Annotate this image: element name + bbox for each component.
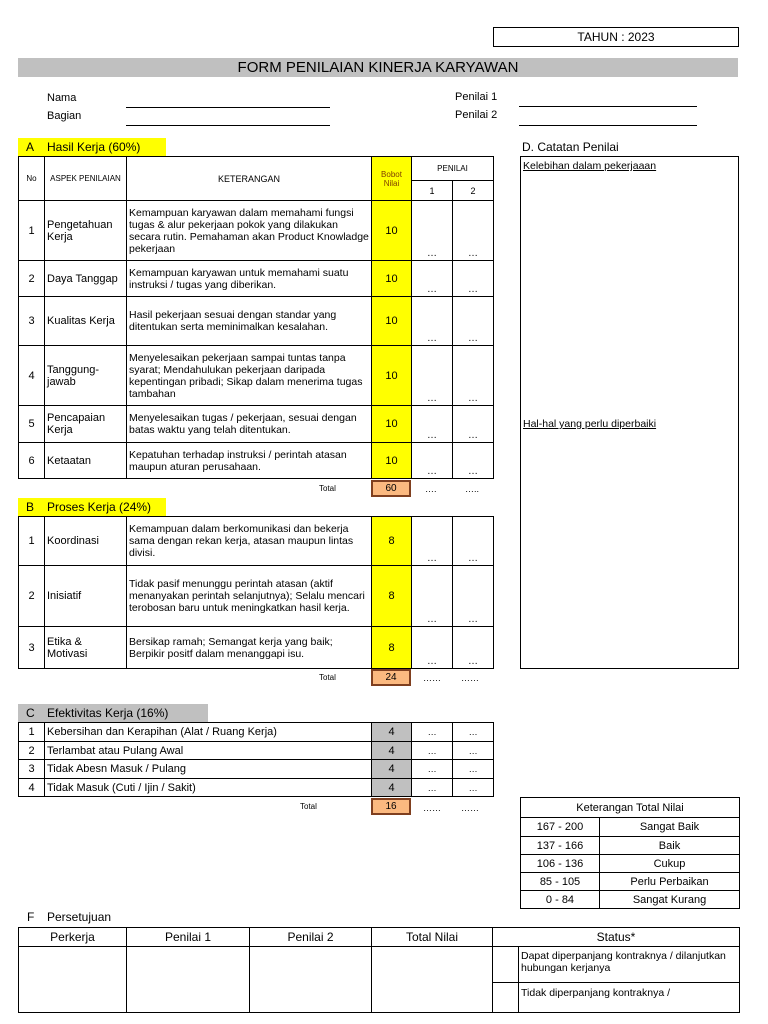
penilai1-field[interactable] [519, 95, 697, 107]
row-aspek: Daya Tanggap [45, 261, 127, 297]
total-nilai-cell[interactable] [372, 947, 493, 1013]
row-penilai1-input[interactable]: … [412, 406, 453, 443]
row-no: 4 [19, 779, 45, 797]
row-penilai2-input[interactable]: … [453, 627, 494, 669]
row-no: 5 [19, 406, 45, 443]
row-penilai2-input[interactable]: … [453, 723, 494, 742]
section-c-letter: C [26, 706, 35, 720]
header-aspek: ASPEK PENILAIAN [45, 157, 127, 201]
row-bobot: 4 [372, 779, 412, 797]
legend-range: 137 - 166 [521, 837, 600, 855]
legend-row [521, 818, 740, 837]
row-bobot: 10 [372, 201, 412, 261]
table-row [19, 406, 494, 443]
row-penilai2-input[interactable]: … [453, 517, 494, 566]
row-keterangan: Hasil pekerjaan sesuai dengan standar yang ditentukan serta meminimalkan kesalahan. [127, 297, 372, 346]
row-penilai2-input[interactable]: … [453, 261, 494, 297]
perbaiki-label: Hal-hal yang perlu diperbaiki [523, 418, 657, 430]
row-bobot: 4 [372, 742, 412, 760]
row-aspek: Ketaatan [45, 443, 127, 479]
section-a-header [18, 138, 166, 156]
row-penilai1-input[interactable]: … [412, 627, 453, 669]
row-bobot: 10 [372, 346, 412, 406]
row-bobot: 10 [372, 297, 412, 346]
header-penilai-2: 2 [453, 181, 494, 201]
section-f-letter: F [27, 910, 35, 924]
section-a-total-label: Total [319, 484, 336, 493]
row-bobot: 4 [372, 760, 412, 779]
row-no: 3 [19, 627, 45, 669]
row-bobot: 10 [372, 261, 412, 297]
section-a-total-penilai1: …. [425, 484, 437, 494]
row-penilai1-input[interactable]: … [412, 760, 453, 779]
header-no: No [19, 157, 45, 201]
row-aspek: Kualitas Kerja [45, 297, 127, 346]
section-b-letter: B [26, 500, 35, 514]
bagian-label: Bagian [47, 110, 82, 122]
section-c-total-penilai2: …… [461, 803, 479, 813]
catatan-penilai-box[interactable] [520, 156, 739, 669]
row-keterangan: Kemampuan karyawan dalam memahami fungsi tugas & alur pekerjaan pokok yang dilakukan secara rutin. Pemahaman akan Product Knowladge pekerjaan [127, 201, 372, 261]
legend-range: 0 - 84 [521, 891, 600, 909]
section-c-total-penilai1: …… [423, 803, 441, 813]
legend-label: Perlu Perbaikan [600, 873, 740, 891]
section-b-total-penilai1: …… [423, 673, 441, 683]
tahun-box: TAHUN : 2023 [493, 27, 739, 47]
nama-field[interactable] [126, 96, 330, 108]
section-b-title: Proses Kerja (24%) [47, 500, 152, 514]
row-keterangan: Bersikap ramah; Semangat kerja yang baik; Berpikir positf dalam menanggapi isu. [127, 627, 372, 669]
page-title: FORM PENILAIAN KINERJA KARYAWAN [18, 58, 738, 77]
section-c-total-label: Total [300, 802, 317, 811]
row-aspek: Kebersihan dan Kerapihan (Alat / Ruang Kerja) [45, 723, 372, 742]
section-a-total: 60 [371, 480, 411, 497]
row-penilai1-input[interactable]: … [412, 742, 453, 760]
kelebihan-label: Kelebihan dalam pekerjaaan [523, 160, 657, 172]
bagian-field[interactable] [126, 114, 330, 126]
section-b-total: 24 [371, 669, 411, 686]
row-keterangan: Menyelesaikan tugas / pekerjaan, sesuai dengan batas waktu yang telah ditentukan. [127, 406, 372, 443]
status1-checkbox[interactable] [493, 947, 519, 983]
row-bobot: 10 [372, 443, 412, 479]
row-penilai2-input[interactable]: … [453, 779, 494, 797]
row-penilai2-input[interactable]: … [453, 297, 494, 346]
row-no: 2 [19, 261, 45, 297]
row-aspek: Etika & Motivasi [45, 627, 127, 669]
row-penilai1-input[interactable]: … [412, 443, 453, 479]
row-no: 2 [19, 566, 45, 627]
row-no: 3 [19, 297, 45, 346]
table-row [19, 760, 494, 779]
row-penilai1-input[interactable]: … [412, 261, 453, 297]
table-row [19, 566, 494, 627]
legend-label: Cukup [600, 855, 740, 873]
section-b-total-penilai2: …… [461, 673, 479, 683]
legend-label: Baik [600, 837, 740, 855]
penilai2-label: Penilai 2 [455, 109, 498, 121]
row-penilai1-input[interactable]: … [412, 723, 453, 742]
row-penilai2-input[interactable]: … [453, 760, 494, 779]
header-total-nilai: Total Nilai [372, 928, 493, 947]
status2-label: Tidak diperpanjang kontraknya / [519, 983, 740, 1013]
table-row [19, 261, 494, 297]
row-penilai2-input[interactable]: … [453, 346, 494, 406]
table-row [19, 779, 494, 797]
section-a-letter: A [26, 140, 35, 154]
section-c-table [18, 722, 494, 797]
row-no: 6 [19, 443, 45, 479]
header-bobot: Bobot Nilai [372, 157, 412, 201]
penilai2-signature[interactable] [250, 947, 372, 1013]
header-penilai: PENILAI [412, 157, 494, 181]
row-penilai2-input[interactable]: … [453, 406, 494, 443]
section-a-total-penilai2: ….. [465, 484, 480, 494]
row-penilai1-input[interactable]: … [412, 201, 453, 261]
row-aspek: Pengetahuan Kerja [45, 201, 127, 261]
header-penilai-1: Penilai 1 [127, 928, 250, 947]
table-row [19, 742, 494, 760]
legend-label: Sangat Baik [600, 818, 740, 837]
row-penilai1-input[interactable]: … [412, 779, 453, 797]
table-row [19, 297, 494, 346]
row-keterangan: Kemampuan karyawan untuk memahami suatu instruksi / tugas yang diberikan. [127, 261, 372, 297]
row-keterangan: Kepatuhan terhadap instruksi / perintah atasan maupun aturan perusahaan. [127, 443, 372, 479]
penilai1-label: Penilai 1 [455, 91, 498, 103]
row-penilai2-input[interactable]: … [453, 201, 494, 261]
table-row [19, 517, 494, 566]
legend-title: Keterangan Total Nilai [521, 798, 740, 818]
row-aspek: Pencapaian Kerja [45, 406, 127, 443]
table-row [19, 443, 494, 479]
legend-range: 167 - 200 [521, 818, 600, 837]
legend-row [521, 855, 740, 873]
section-c-header [18, 704, 208, 722]
row-penilai1-input[interactable]: … [412, 346, 453, 406]
keterangan-total-nilai-table [520, 797, 740, 909]
penilai1-signature[interactable] [127, 947, 250, 1013]
row-no: 2 [19, 742, 45, 760]
row-penilai2-input[interactable]: … [453, 742, 494, 760]
persetujuan-table [18, 927, 740, 1013]
section-c-title: Efektivitas Kerja (16%) [47, 706, 169, 720]
header-status: Status* [493, 928, 740, 947]
row-bobot: 8 [372, 566, 412, 627]
legend-range: 106 - 136 [521, 855, 600, 873]
row-keterangan: Kemampuan dalam berkomunikasi dan bekerja sama dengan rekan kerja, atasan maupun lintas divisi. [127, 517, 372, 566]
row-bobot: 8 [372, 517, 412, 566]
section-a-table [18, 156, 494, 479]
table-row [19, 201, 494, 261]
row-bobot: 8 [372, 627, 412, 669]
row-aspek: Tidak Abesn Masuk / Pulang [45, 760, 372, 779]
row-bobot: 10 [372, 406, 412, 443]
table-row [19, 723, 494, 742]
table-row [19, 627, 494, 669]
section-c-total: 16 [371, 798, 411, 815]
header-penilai-1: 1 [412, 181, 453, 201]
row-penilai2-input[interactable]: … [453, 443, 494, 479]
section-b-total-label: Total [319, 673, 336, 682]
row-aspek: Tanggung-jawab [45, 346, 127, 406]
row-penilai1-input[interactable]: … [412, 566, 453, 627]
row-aspek: Inisiatif [45, 566, 127, 627]
status1-label: Dapat diperpanjang kontraknya / dilanjutkan hubungan kerjanya [519, 947, 740, 983]
table-row [19, 346, 494, 406]
header-perkerja: Perkerja [19, 928, 127, 947]
row-bobot: 4 [372, 723, 412, 742]
perkerja-signature[interactable] [19, 947, 127, 1013]
section-a-title: Hasil Kerja (60%) [47, 140, 141, 154]
row-aspek: Koordinasi [45, 517, 127, 566]
legend-row [521, 837, 740, 855]
row-aspek: Terlambat atau Pulang Awal [45, 742, 372, 760]
row-penilai1-input[interactable]: … [412, 297, 453, 346]
row-no: 1 [19, 517, 45, 566]
row-keterangan: Tidak pasif menunggu perintah atasan (aktif menanyakan perintah selanjutnya); Selalu mencari terobosan baru untuk meningkatkan hasil kerja. [127, 566, 372, 627]
section-d-title: D. Catatan Penilai [522, 140, 619, 154]
row-penilai2-input[interactable]: … [453, 566, 494, 627]
legend-range: 85 - 105 [521, 873, 600, 891]
status2-checkbox[interactable] [493, 983, 519, 1013]
header-keterangan: KETERANGAN [127, 157, 372, 201]
section-b-header [18, 498, 166, 516]
row-no: 1 [19, 723, 45, 742]
row-aspek: Tidak Masuk (Cuti / Ijin / Sakit) [45, 779, 372, 797]
header-penilai-2: Penilai 2 [250, 928, 372, 947]
section-b-table [18, 516, 494, 669]
section-f-title: Persetujuan [47, 910, 112, 924]
legend-label: Sangat Kurang [600, 891, 740, 909]
row-keterangan: Menyelesaikan pekerjaan sampai tuntas tanpa syarat; Mendahulukan pekerjaan daripada kepentingan pribadi; Sikap dalam menerima tugas tambahan [127, 346, 372, 406]
nama-label: Nama [47, 92, 77, 104]
legend-row [521, 873, 740, 891]
legend-row [521, 891, 740, 909]
row-no: 4 [19, 346, 45, 406]
row-no: 1 [19, 201, 45, 261]
row-no: 3 [19, 760, 45, 779]
row-penilai1-input[interactable]: … [412, 517, 453, 566]
penilai2-field[interactable] [519, 114, 697, 126]
